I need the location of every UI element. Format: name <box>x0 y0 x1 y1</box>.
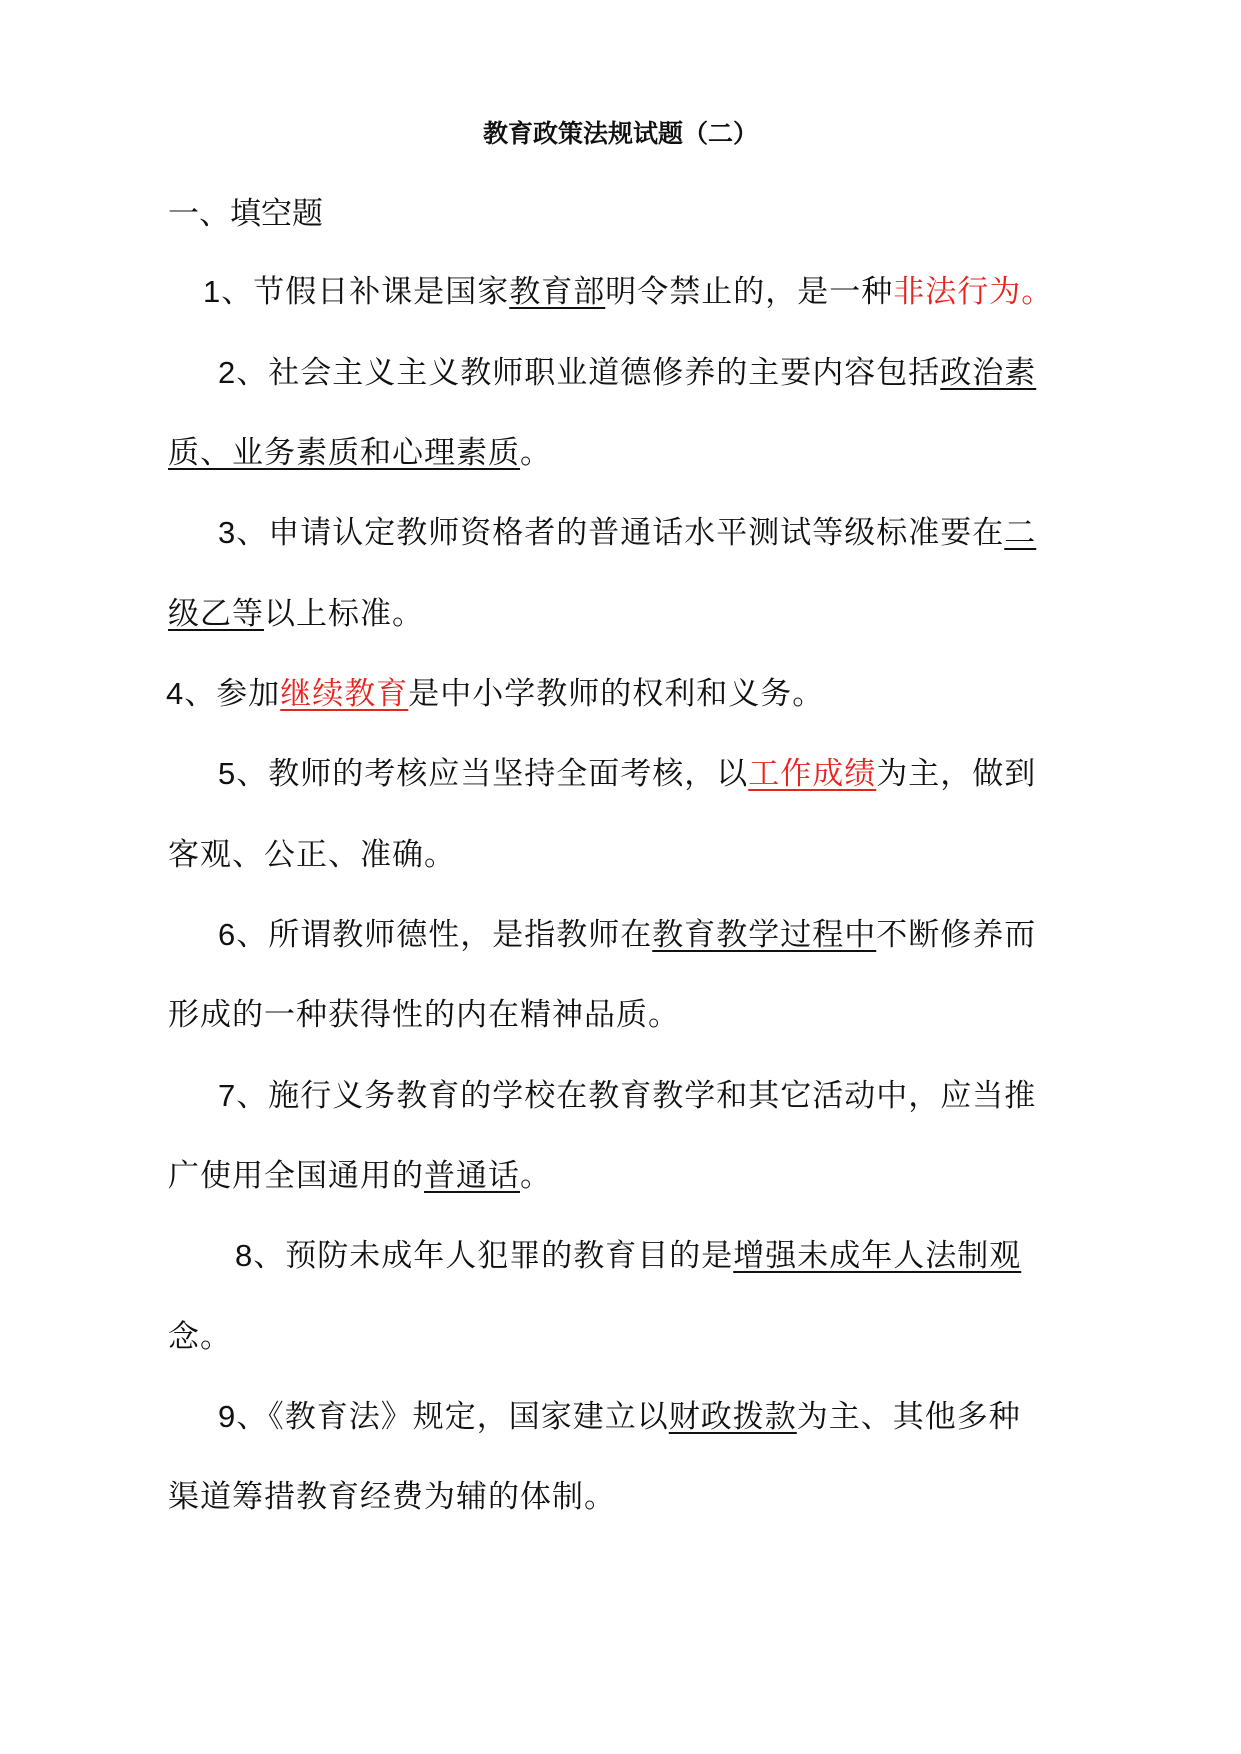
question-7 <box>218 1074 1036 1118</box>
question-text: 。 <box>520 435 552 471</box>
question-3-continued <box>168 592 424 636</box>
question-5 <box>218 752 1036 796</box>
question-text: 。 <box>520 1158 552 1194</box>
question-text: 、所谓教师德性，是指教师在 <box>236 917 653 953</box>
question-text: 、施行义务教育的学校在教育教学和其它活动中，应当推 <box>236 1078 1037 1114</box>
question-text: 、社会主义主义教师职业道德修养的主要内容包括 <box>236 355 941 391</box>
question-text: 以上标准。 <box>264 596 424 632</box>
answer-blank: 工作成绩 <box>748 756 877 792</box>
question-5-continued <box>168 833 456 877</box>
question-text: 为主、其他多种 <box>796 1399 1021 1435</box>
question-text: 客观、公正、准确。 <box>168 837 456 873</box>
answer-blank: 继续教育 <box>280 676 409 712</box>
question-text: 、节假日补课是国家 <box>221 274 510 310</box>
question-6 <box>218 913 1036 957</box>
answer-blank: 教育教学过程中 <box>652 917 877 953</box>
question-number: 3 <box>218 515 237 550</box>
question-text: 不断修养而 <box>876 917 1037 953</box>
question-text: 形成的一种获得性的内在精神品质。 <box>168 997 680 1033</box>
question-7-continued <box>168 1154 552 1198</box>
question-3 <box>218 511 1036 555</box>
question-text: 、申请认定教师资格者的普通话水平测试等级标准要在 <box>236 515 1005 551</box>
question-text: 为主，做到 <box>876 756 1037 792</box>
question-number: 5 <box>218 756 237 791</box>
question-text: 广使用全国通用的 <box>168 1158 424 1194</box>
answer-blank: 普通话 <box>424 1158 520 1194</box>
answer-blank: 政治素 <box>940 355 1037 391</box>
question-4 <box>166 672 824 716</box>
question-number: 7 <box>218 1078 237 1113</box>
question-number: 4 <box>166 676 185 711</box>
question-2 <box>218 351 1036 395</box>
answer-highlight: 非法行为。 <box>893 274 1054 310</box>
question-9-continued <box>168 1475 616 1519</box>
question-text: 、教师的考核应当坚持全面考核，以 <box>236 756 749 792</box>
answer-blank: 级乙等 <box>168 596 264 632</box>
question-number: 8 <box>235 1238 254 1273</box>
question-2-continued <box>168 431 552 475</box>
answer-blank: 财政拨款 <box>668 1399 797 1435</box>
question-1 <box>203 270 1053 314</box>
question-text: 念。 <box>168 1319 232 1355</box>
answer-blank: 质、业务素质和心理素质 <box>168 435 520 471</box>
question-6-continued <box>168 993 680 1037</box>
question-8-continued <box>168 1315 232 1359</box>
question-text: 、《教育法》规定，国家建立以 <box>236 1399 669 1435</box>
question-number: 2 <box>218 355 237 390</box>
question-text: 明令禁止的，是一种 <box>605 274 894 310</box>
question-8 <box>235 1234 1021 1278</box>
question-text: 是中小学教师的权利和义务。 <box>408 676 825 712</box>
answer-blank: 二 <box>1004 515 1037 551</box>
question-text: 、预防未成年人犯罪的教育目的是 <box>253 1238 734 1274</box>
question-9 <box>218 1395 1021 1439</box>
question-number: 1 <box>203 274 222 309</box>
question-number: 6 <box>218 917 237 952</box>
section-heading: 一、填空题 <box>168 196 323 232</box>
question-number: 9 <box>218 1399 237 1434</box>
document-title: 教育政策法规试题（二） <box>482 119 758 148</box>
question-text: 、参加 <box>184 676 281 712</box>
question-text: 渠道筹措教育经费为辅的体制。 <box>168 1479 616 1515</box>
answer-blank: 教育部 <box>509 274 606 310</box>
answer-blank: 增强未成年人法制观 <box>733 1238 1022 1274</box>
